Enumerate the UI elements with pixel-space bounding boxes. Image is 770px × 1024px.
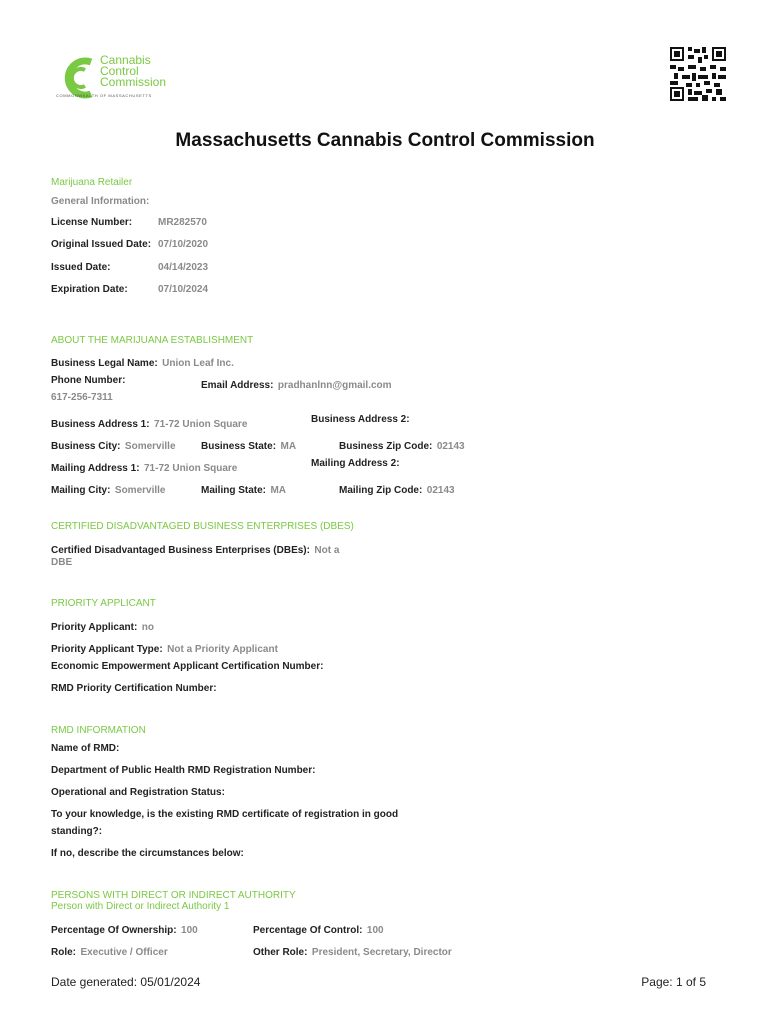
business-address1-row: Business Address 1: 71-72 Union Square <box>51 419 248 430</box>
email-row: Email Address: pradhanlnn@gmail.com <box>201 380 392 391</box>
dbe-row: Certified Disadvantaged Business Enterprises (DBEs): Not a <box>51 545 340 556</box>
persons-heading: PERSONS WITH DIRECT OR INDIRECT AUTHORITY <box>51 890 296 901</box>
priority-applicant-heading: PRIORITY APPLICANT <box>51 598 156 609</box>
rmd-priority-label: RMD Priority Certification Number: <box>51 683 217 694</box>
priority-applicant-row: Priority Applicant: no <box>51 622 154 633</box>
license-number-label: License Number: <box>51 217 133 228</box>
control-row: Percentage Of Control: 100 <box>253 925 384 936</box>
date-generated: Date generated: 05/01/2024 <box>51 975 201 989</box>
license-number-value: MR282570 <box>158 217 207 228</box>
mailing-address2-label: Mailing Address 2: <box>311 458 400 469</box>
phone-label: Phone Number: <box>51 375 126 386</box>
page-number: Page: 1 of 5 <box>641 975 706 989</box>
business-state-row: Business State: MA <box>201 441 297 452</box>
business-zip-row: Business Zip Code: 02143 <box>339 441 465 452</box>
license-type: Marijuana Retailer <box>51 177 133 188</box>
economic-empowerment-label: Economic Empowerment Applicant Certification Number: <box>51 661 324 672</box>
good-standing-label: To your knowledge, is the existing RMD certificate of registration in good <box>51 809 399 820</box>
rmd-heading: RMD INFORMATION <box>51 725 146 736</box>
other-role-row: Other Role: President, Secretary, Director <box>253 947 452 958</box>
mailing-city-row: Mailing City: Somerville <box>51 485 166 496</box>
original-issued-date-label: Original Issued Date: <box>51 239 152 250</box>
qr-code-icon <box>670 47 726 101</box>
mailing-state-row: Mailing State: MA <box>201 485 287 496</box>
issued-date-value: 04/14/2023 <box>158 262 209 273</box>
logo-text: Cannabis Control Commission <box>100 53 167 89</box>
legal-name-row: Business Legal Name: Union Leaf Inc. <box>51 358 234 369</box>
legal-name-value: Union Leaf Inc. <box>162 358 234 369</box>
operational-status-label: Operational and Registration Status: <box>51 787 225 798</box>
email-value: pradhanlnn@gmail.com <box>277 380 392 391</box>
circumstances-label: If no, describe the circumstances below: <box>51 848 244 859</box>
business-address2-label: Business Address 2: <box>311 414 410 425</box>
phone-value: 617-256-7311 <box>51 392 113 403</box>
business-city-row: Business City: Somerville <box>51 441 176 452</box>
general-information-heading: General Information: <box>51 196 150 207</box>
good-standing-label-continued: standing?: <box>51 826 103 837</box>
mailing-zip-row: Mailing Zip Code: 02143 <box>339 485 455 496</box>
expiration-date-value: 07/10/2024 <box>158 284 209 295</box>
priority-applicant-type-row: Priority Applicant Type: Not a Priority Applicant <box>51 644 278 655</box>
establishment-heading: ABOUT THE MARIJUANA ESTABLISHMENT <box>51 335 254 346</box>
rmd-name-label: Name of RMD: <box>51 743 120 754</box>
ownership-row: Percentage Of Ownership: 100 <box>51 925 198 936</box>
page-title: Massachusetts Cannabis Control Commission <box>175 130 595 151</box>
role-row: Role: Executive / Officer <box>51 947 168 958</box>
expiration-date-label: Expiration Date: <box>51 284 128 295</box>
issued-date-label: Issued Date: <box>51 262 111 273</box>
original-issued-date-value: 07/10/2020 <box>158 239 209 250</box>
dbe-heading: CERTIFIED DISADVANTAGED BUSINESS ENTERPRISES (DBES) <box>51 521 354 532</box>
dbe-value-continued: DBE <box>51 557 73 568</box>
dph-registration-label: Department of Public Health RMD Registration Number: <box>51 765 316 776</box>
logo-tagline: COMMONWEALTH OF MASSACHUSETTS <box>56 93 152 98</box>
mailing-address1-row: Mailing Address 1: 71-72 Union Square <box>51 463 238 474</box>
person-subheading: Person with Direct or Indirect Authority 1 <box>51 901 230 912</box>
